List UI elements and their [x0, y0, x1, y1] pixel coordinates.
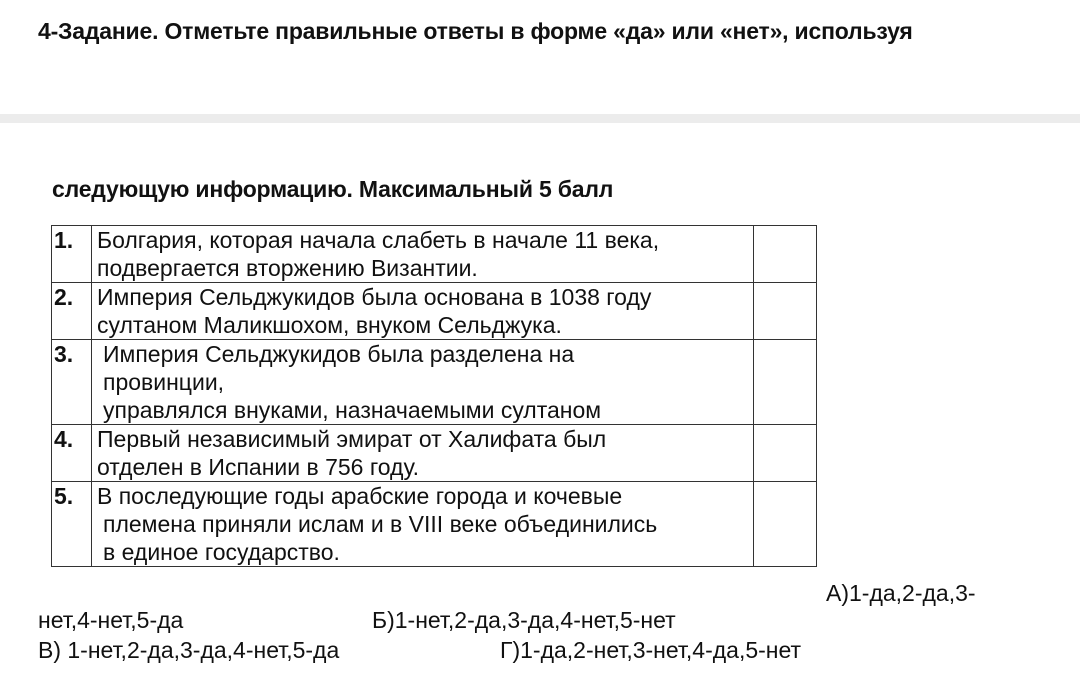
- question-text-line: подвергается вторжению Византии.: [97, 255, 478, 281]
- option-v[interactable]: В) 1-нет,2-да,3-да,4-нет,5-да: [38, 637, 340, 663]
- question-text-line: Первый независимый эмират от Халифата был: [97, 426, 607, 452]
- answer-cell[interactable]: [754, 482, 817, 567]
- questions-table: [51, 225, 817, 567]
- question-text-line: В последующие годы арабские города и кочевые: [97, 483, 623, 509]
- task-title-line-2: следующую информацию. Максимальный 5 балл: [52, 176, 614, 202]
- question-number: 5.: [52, 482, 92, 567]
- question-number: 1.: [52, 226, 92, 283]
- question-number: 4.: [52, 425, 92, 482]
- question-text-line: управлялся внуками, назначаемыми султаном: [103, 397, 602, 423]
- question-text: [92, 340, 754, 425]
- answer-cell[interactable]: [754, 340, 817, 425]
- answer-cell[interactable]: [754, 226, 817, 283]
- table-row: [52, 283, 817, 340]
- question-text-line: султаном Маликшохом, внуком Сельджука.: [97, 312, 562, 338]
- option-a-part-1[interactable]: А)1-да,2-да,3-: [826, 580, 976, 606]
- table-row: [52, 425, 817, 482]
- question-text: [92, 482, 754, 567]
- table-row: [52, 226, 817, 283]
- section-divider: [0, 114, 1080, 123]
- table-row: [52, 482, 817, 567]
- option-a-part-2[interactable]: нет,4-нет,5-да: [38, 607, 184, 633]
- question-text: [92, 425, 754, 482]
- question-text: [92, 226, 754, 283]
- question-text-line: провинции,: [103, 369, 225, 395]
- question-text-line: отделен в Испании в 756 году.: [97, 454, 420, 480]
- question-text-line: Империя Сельджукидов была разделена на: [103, 341, 575, 367]
- option-b[interactable]: Б)1-нет,2-да,3-да,4-нет,5-нет: [372, 607, 676, 633]
- question-text-line: Империя Сельджукидов была основана в 1038 году: [97, 284, 652, 310]
- option-g[interactable]: Г)1-да,2-нет,3-нет,4-да,5-нет: [500, 637, 802, 663]
- task-title-line-1: 4-Задание. Отметьте правильные ответы в форме «да» или «нет», используя: [38, 18, 913, 44]
- question-number: 2.: [52, 283, 92, 340]
- question-text-line: Болгария, которая начала слабеть в начале 11 века,: [97, 227, 660, 253]
- question-text: [92, 283, 754, 340]
- question-text-line: племена приняли ислам и в VIII веке объединились: [103, 511, 658, 537]
- question-text-line: в единое государство.: [103, 539, 340, 565]
- answer-cell[interactable]: [754, 283, 817, 340]
- table-row: [52, 340, 817, 425]
- question-number: 3.: [52, 340, 92, 425]
- answer-cell[interactable]: [754, 425, 817, 482]
